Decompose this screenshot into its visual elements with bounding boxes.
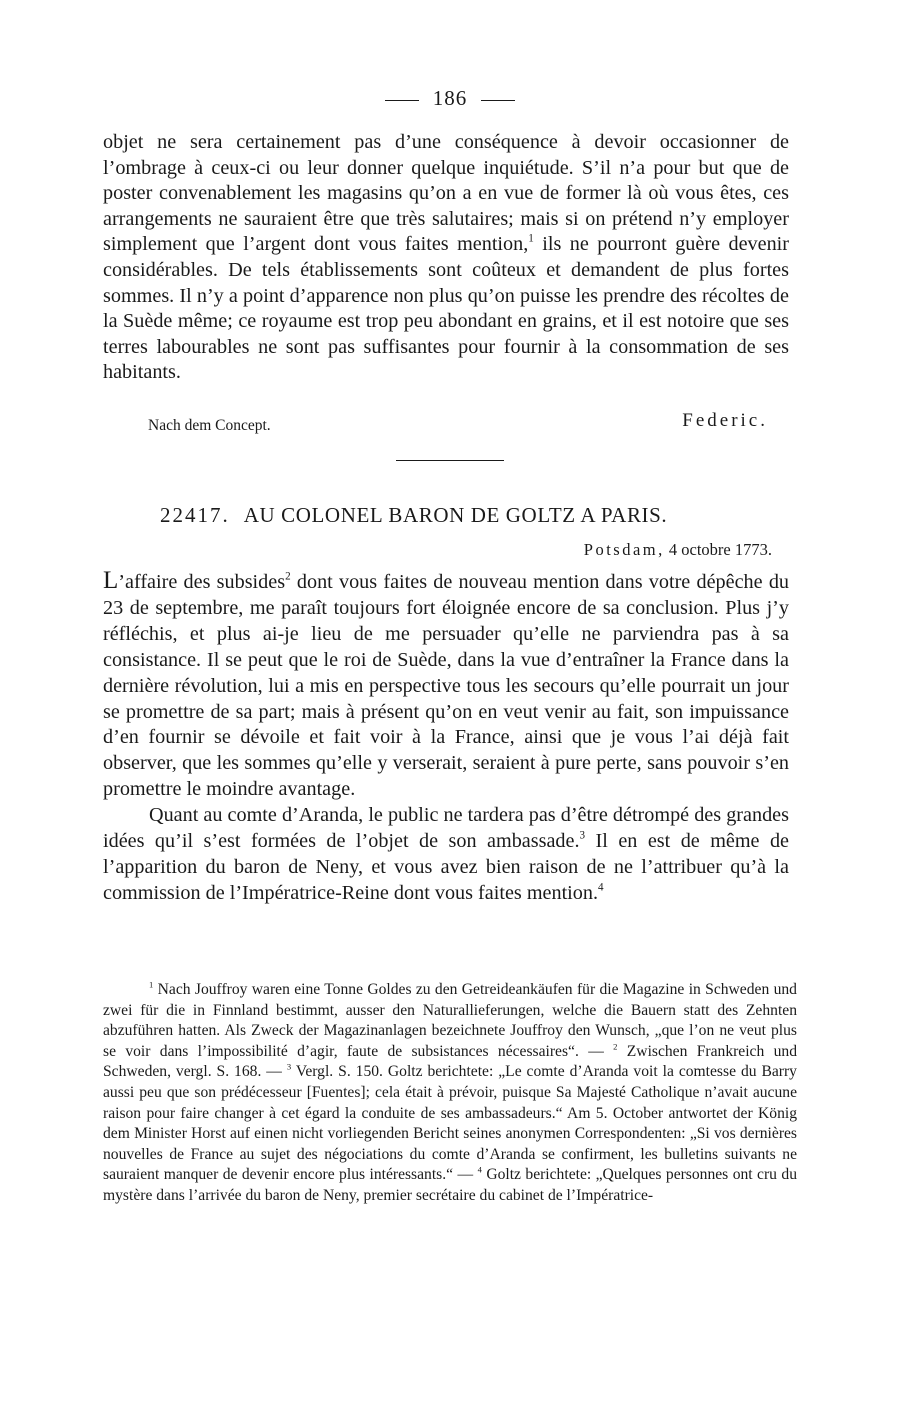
footnote-marker-3: 3 bbox=[579, 829, 586, 842]
letter-continuation bbox=[103, 130, 789, 386]
source-note: Nach dem Concept. bbox=[148, 417, 271, 434]
footnote-label-1: 1 bbox=[149, 979, 154, 990]
footnote-marker-2: 2 bbox=[285, 570, 291, 583]
initial-letter: L bbox=[103, 567, 119, 594]
letter-heading bbox=[160, 503, 667, 528]
letter-number: 22417. bbox=[160, 503, 230, 527]
footnote-4-text: Goltz berichtete: „Quelques personnes ont cru du mystère dans l’arrivée du baron de Neny, premier secrétaire du cabinet de l’Impératrice- bbox=[103, 1166, 797, 1204]
footnote-marker-4: 4 bbox=[598, 881, 604, 894]
letter-text-part: ils ne pourront guère devenir considérables. De tels établissements sont coûteux et demandent de plus fortes sommes. Il n’y a point d’apparence non plus qu’on puisse les prendre des récoltes de la Suède même; ce royaume est trop peu abondant en grains, et il est notoire que ses terres labourables ne sont pas suffisantes pour fournir à la consommation de ses habitants. bbox=[103, 233, 790, 384]
footnotes-paragraph bbox=[103, 980, 797, 1207]
dateline-place: Potsdam, bbox=[583, 540, 665, 559]
footnote-label-3: 3 bbox=[286, 1061, 292, 1072]
left-dash bbox=[385, 100, 419, 101]
signature: Federic. bbox=[682, 410, 768, 431]
letter-continuation-paragraph bbox=[103, 130, 789, 386]
letter-text-part: Il en est de même de l’apparition du baron de Neny, et vous avez bien raison de ne l’attribuer qu’à la commission de l’Impératrice-Reine dont vous faites mention. bbox=[103, 830, 790, 904]
dateline-date: 4 octobre 1773. bbox=[668, 540, 772, 559]
footnote-2-text: Zwischen Frankreich und Schweden, vergl. S. 168. — bbox=[103, 1042, 798, 1081]
letter-text-part: Quant au comte d’Aranda, le public ne tardera pas d’être détrompé des grandes idées qu’il s’est formées de l’objet de son ambassade. bbox=[103, 804, 789, 853]
letter-text-part: objet ne sera certainement pas d’une conséquence à devoir occasionner de l’ombrage à ceux-ci ou leur donner quelque inquiétude. S’il n’a pour but que de poster convenablement les magasins qu’on a en vue de former là où vous êtes, ces arrangements ne sauraient être que très salutaires; mais si on prétend n’y employer simplement que l’argent dont vous faites mention, bbox=[103, 131, 789, 256]
footnote-label-4: 4 bbox=[477, 1164, 482, 1175]
running-head bbox=[0, 86, 900, 111]
footnote-marker-1: 1 bbox=[528, 233, 534, 246]
section-divider bbox=[396, 460, 504, 461]
footnote-3-text: Vergl. S. 150. Goltz berichtete: „Le comte d’Aranda voit la comtesse du Barry aussi peu que son prédécesseur [Fuentes]; cela était à prévoir, puisque Sa Majesté Catholique n’avait aucune raison pour faire changer à cet égard la conduite de ses ambassadeurs.“ Am 5. October antwortet der König dem Minister Horst auf einen nicht vorliegenden Bericht seines anonymen Correspondenten: „Si vos dernières nouvelles de France au sujet des négociations du comte d’Aranda se confirment, les bulletins suivants ne sauraient manquer de devenir encore plus intéressants.“ — bbox=[103, 1063, 797, 1184]
closing-row bbox=[148, 410, 768, 440]
letter-paragraph bbox=[103, 568, 789, 803]
page-number: 186 bbox=[432, 86, 468, 110]
letter-text-part: ’affaire des subsides bbox=[118, 571, 286, 593]
dateline bbox=[584, 540, 772, 560]
footnote-label-2: 2 bbox=[613, 1041, 618, 1052]
letter-text-part: dont vous faites de nouveau mention dans votre dépêche du 23 de septembre, me paraît toujours fort éloignée encore de sa conclusion. Plus j’y réfléchis, et plus ai-je lieu de me persuader qu’elle ne parviendra pas à sa consistance. Il se peut que le roi de Suède, dans la vue d’entraîner la France dans la dernière révolution, lui a mis en perspective tous les secours qu’elle pourrait un jour se promettre de sa part; mais à présent qu’on en veut venir au fait, son impuissance d’en fournir se dévoile et fait voir à la France, ainsi que je vous l’ai déjà fait observer, que les sommes qu’elle y verserait, seraient à pure perte, sans pouvoir s’en promettre le moindre avantage. bbox=[103, 571, 790, 801]
footnote-1-text: Nach Jouffroy waren eine Tonne Goldes zu den Getreideankäufen für die Magazine in Schweden und zwei für die in Finnland bestimmt, ausser den Naturallieferungen, welche die Bauern statt des Zehnten abzuführen hatten. Als Zweck der Magazinanlagen bezeichnete Jouffroy den Wunsch, „que l’on ne veut plus se voir dans l’impossibilité d’agir, faute de subsistances nécessaires“. — bbox=[103, 981, 797, 1060]
footnotes bbox=[103, 980, 797, 1207]
right-dash bbox=[481, 100, 515, 101]
letter-body bbox=[103, 568, 789, 907]
letter-title: AU COLONEL BARON DE GOLTZ A PARIS. bbox=[243, 503, 668, 527]
letter-paragraph bbox=[103, 803, 789, 907]
